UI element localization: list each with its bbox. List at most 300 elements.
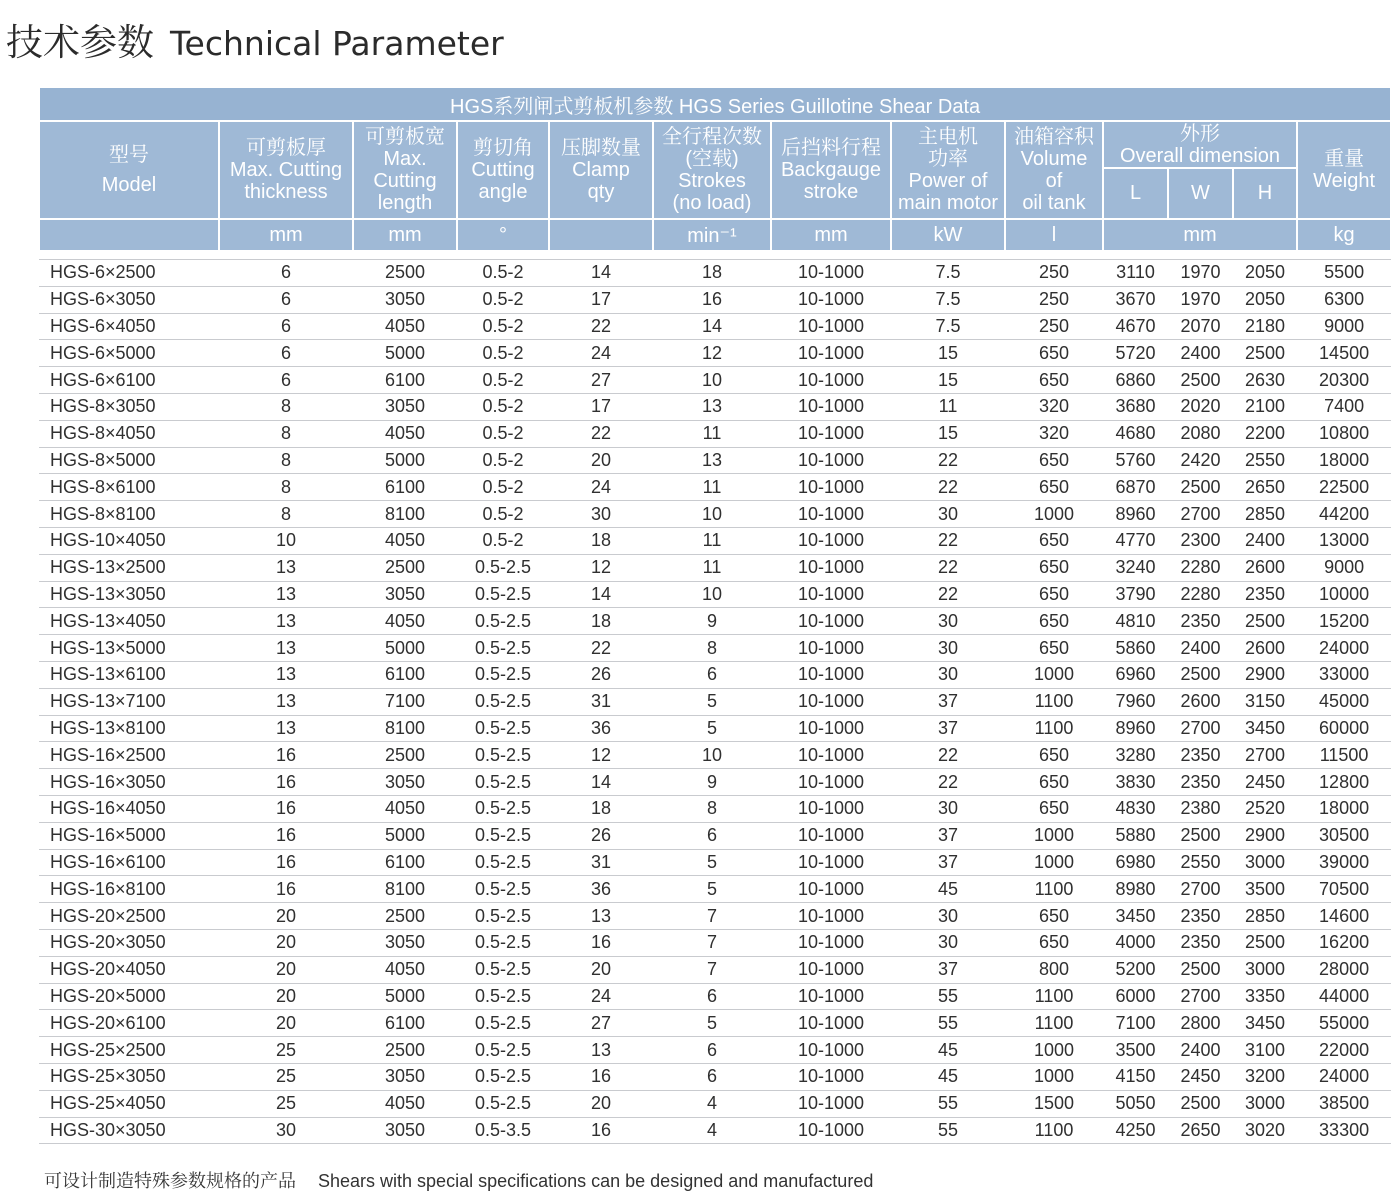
cell-weight: 16200: [1297, 929, 1391, 956]
cell-weight: 22000: [1297, 1037, 1391, 1064]
cell-model: HGS-20×5000: [39, 983, 219, 1010]
cell-clamp: 17: [549, 286, 653, 313]
cell-oil: 1100: [1005, 1117, 1103, 1144]
header-angle-en1: Cutting: [471, 159, 535, 181]
cell-backgauge: 10-1000: [771, 1010, 891, 1037]
cell-angle: 0.5-2.5: [457, 661, 549, 688]
cell-strokes: 11: [653, 420, 771, 447]
cell-thickness: 13: [219, 661, 353, 688]
cell-model: HGS-10×4050: [39, 527, 219, 554]
cell-strokes: 14: [653, 313, 771, 340]
header-angle-cn: 剪切角: [473, 137, 533, 159]
header-oil-en3: oil tank: [1022, 192, 1086, 214]
cell-dim-l: 3280: [1103, 742, 1168, 769]
cell-power: 45: [891, 1063, 1005, 1090]
header-dimension: [1103, 121, 1297, 168]
cell-clamp: 14: [549, 769, 653, 796]
cell-dim-w: 2500: [1168, 1090, 1233, 1117]
cell-thickness: 8: [219, 393, 353, 420]
cell-dim-w: 2500: [1168, 367, 1233, 394]
cell-clamp: 31: [549, 688, 653, 715]
cell-weight: 44200: [1297, 501, 1391, 528]
cell-dim-l: 5200: [1103, 956, 1168, 983]
cell-thickness: 13: [219, 581, 353, 608]
header-backgauge-en2: stroke: [803, 181, 859, 203]
cell-backgauge: 10-1000: [771, 956, 891, 983]
cell-clamp: 36: [549, 876, 653, 903]
cell-thickness: 13: [219, 554, 353, 581]
unit-strokes: min⁻¹: [653, 219, 771, 251]
cell-power: 11: [891, 393, 1005, 420]
cell-thickness: 20: [219, 929, 353, 956]
cell-length: 3050: [353, 581, 457, 608]
table-row: [39, 1010, 1391, 1037]
cell-thickness: 13: [219, 688, 353, 715]
cell-length: 6100: [353, 367, 457, 394]
cell-dim-w: 2280: [1168, 554, 1233, 581]
cell-power: 22: [891, 447, 1005, 474]
header-clamp: [549, 121, 653, 219]
cell-clamp: 22: [549, 420, 653, 447]
cell-backgauge: 10-1000: [771, 581, 891, 608]
cell-strokes: 9: [653, 769, 771, 796]
cell-power: 22: [891, 527, 1005, 554]
cell-backgauge: 10-1000: [771, 313, 891, 340]
cell-dim-w: 2350: [1168, 742, 1233, 769]
cell-dim-l: 5050: [1103, 1090, 1168, 1117]
cell-power: 22: [891, 742, 1005, 769]
cell-dim-h: 2500: [1233, 929, 1297, 956]
cell-weight: 33000: [1297, 661, 1391, 688]
cell-power: 7.5: [891, 260, 1005, 287]
cell-strokes: 4: [653, 1090, 771, 1117]
cell-angle: 0.5-2.5: [457, 822, 549, 849]
header-dim-w: W: [1168, 168, 1233, 219]
cell-power: 37: [891, 956, 1005, 983]
cell-angle: 0.5-2.5: [457, 1090, 549, 1117]
cell-power: 30: [891, 929, 1005, 956]
cell-dim-w: 2350: [1168, 608, 1233, 635]
table-body: [39, 260, 1391, 1144]
header-length-en2: Cutting: [373, 170, 437, 192]
cell-power: 55: [891, 1090, 1005, 1117]
unit-weight: kg: [1297, 219, 1391, 251]
table-row: [39, 527, 1391, 554]
cell-strokes: 5: [653, 715, 771, 742]
cell-backgauge: 10-1000: [771, 367, 891, 394]
cell-thickness: 16: [219, 795, 353, 822]
cell-angle: 0.5-2.5: [457, 929, 549, 956]
cell-dim-l: 5860: [1103, 635, 1168, 662]
cell-model: HGS-6×5000: [39, 340, 219, 367]
unit-length: mm: [353, 219, 457, 251]
cell-strokes: 5: [653, 1010, 771, 1037]
cell-dim-h: 2500: [1233, 340, 1297, 367]
cell-angle: 0.5-2.5: [457, 554, 549, 581]
cell-clamp: 13: [549, 903, 653, 930]
cell-dim-h: 2050: [1233, 286, 1297, 313]
cell-strokes: 5: [653, 849, 771, 876]
cell-power: 15: [891, 420, 1005, 447]
cell-dim-l: 3500: [1103, 1037, 1168, 1064]
cell-model: HGS-8×4050: [39, 420, 219, 447]
cell-clamp: 12: [549, 742, 653, 769]
cell-dim-h: 2850: [1233, 501, 1297, 528]
cell-weight: 5500: [1297, 260, 1391, 287]
cell-model: HGS-20×2500: [39, 903, 219, 930]
cell-angle: 0.5-2: [457, 447, 549, 474]
cell-backgauge: 10-1000: [771, 1063, 891, 1090]
cell-dim-h: 2350: [1233, 581, 1297, 608]
cell-strokes: 8: [653, 795, 771, 822]
header-thickness-en2: thickness: [244, 181, 328, 203]
table-row: [39, 608, 1391, 635]
cell-backgauge: 10-1000: [771, 795, 891, 822]
cell-dim-w: 2350: [1168, 929, 1233, 956]
table-row: [39, 983, 1391, 1010]
cell-thickness: 6: [219, 340, 353, 367]
cell-dim-w: 2400: [1168, 340, 1233, 367]
cell-model: HGS-16×5000: [39, 822, 219, 849]
cell-dim-h: 3500: [1233, 876, 1297, 903]
cell-dim-w: 2700: [1168, 715, 1233, 742]
cell-length: 5000: [353, 447, 457, 474]
cell-backgauge: 10-1000: [771, 393, 891, 420]
cell-dim-l: 4670: [1103, 313, 1168, 340]
cell-clamp: 14: [549, 581, 653, 608]
cell-backgauge: 10-1000: [771, 822, 891, 849]
cell-model: HGS-8×3050: [39, 393, 219, 420]
cell-angle: 0.5-2: [457, 420, 549, 447]
cell-angle: 0.5-2.5: [457, 769, 549, 796]
cell-strokes: 7: [653, 929, 771, 956]
cell-oil: 650: [1005, 929, 1103, 956]
cell-model: HGS-13×3050: [39, 581, 219, 608]
cell-power: 30: [891, 501, 1005, 528]
cell-dim-w: 2400: [1168, 635, 1233, 662]
cell-oil: 650: [1005, 340, 1103, 367]
header-oil-cn: 油箱容积: [1014, 126, 1094, 148]
cell-model: HGS-25×3050: [39, 1063, 219, 1090]
cell-dim-l: 5880: [1103, 822, 1168, 849]
cell-weight: 44000: [1297, 983, 1391, 1010]
cell-power: 22: [891, 581, 1005, 608]
header-clamp-en1: Clamp: [572, 159, 630, 181]
header-strokes-en1: Strokes: [678, 170, 746, 192]
cell-clamp: 18: [549, 608, 653, 635]
header-length-cn: 可剪板宽: [365, 126, 445, 148]
header-oil: [1005, 121, 1103, 219]
cell-backgauge: 10-1000: [771, 1117, 891, 1144]
cell-length: 4050: [353, 608, 457, 635]
cell-angle: 0.5-2: [457, 367, 549, 394]
cell-oil: 1100: [1005, 876, 1103, 903]
cell-backgauge: 10-1000: [771, 501, 891, 528]
header-weight: [1297, 121, 1391, 219]
cell-model: HGS-8×8100: [39, 501, 219, 528]
header-weight-cn: 重量: [1324, 148, 1365, 170]
unit-thickness: mm: [219, 219, 353, 251]
header-power-en2: main motor: [897, 192, 999, 214]
cell-power: 22: [891, 474, 1005, 501]
cell-length: 2500: [353, 260, 457, 287]
cell-dim-w: 2800: [1168, 1010, 1233, 1037]
cell-model: HGS-13×2500: [39, 554, 219, 581]
cell-power: 15: [891, 367, 1005, 394]
table-row: [39, 260, 1391, 287]
cell-weight: 22500: [1297, 474, 1391, 501]
header-oil-en2: of: [1045, 170, 1063, 192]
cell-dim-l: 7100: [1103, 1010, 1168, 1037]
cell-oil: 1100: [1005, 1010, 1103, 1037]
table-row: [39, 876, 1391, 903]
cell-dim-h: 2180: [1233, 313, 1297, 340]
unit-angle: °: [457, 219, 549, 251]
table-header: [39, 88, 1391, 260]
cell-length: 3050: [353, 1117, 457, 1144]
cell-dim-l: 3680: [1103, 393, 1168, 420]
table-row: [39, 420, 1391, 447]
cell-angle: 0.5-2.5: [457, 903, 549, 930]
cell-weight: 9000: [1297, 554, 1391, 581]
cell-strokes: 11: [653, 554, 771, 581]
cell-oil: 320: [1005, 393, 1103, 420]
cell-oil: 650: [1005, 742, 1103, 769]
cell-clamp: 16: [549, 1063, 653, 1090]
cell-strokes: 11: [653, 474, 771, 501]
cell-oil: 250: [1005, 313, 1103, 340]
cell-dim-l: 3110: [1103, 260, 1168, 287]
cell-power: 22: [891, 769, 1005, 796]
cell-strokes: 6: [653, 661, 771, 688]
cell-clamp: 18: [549, 795, 653, 822]
cell-power: 45: [891, 876, 1005, 903]
unit-model: [39, 219, 219, 251]
cell-backgauge: 10-1000: [771, 340, 891, 367]
header-model-cn: 型号: [109, 144, 149, 166]
table-row: [39, 635, 1391, 662]
cell-dim-l: 5720: [1103, 340, 1168, 367]
header-model: [39, 121, 219, 219]
cell-angle: 0.5-2.5: [457, 983, 549, 1010]
cell-weight: 39000: [1297, 849, 1391, 876]
cell-angle: 0.5-2: [457, 313, 549, 340]
cell-dim-w: 2700: [1168, 876, 1233, 903]
cell-angle: 0.5-2: [457, 260, 549, 287]
cell-weight: 24000: [1297, 635, 1391, 662]
cell-model: HGS-30×3050: [39, 1117, 219, 1144]
cell-model: HGS-16×6100: [39, 849, 219, 876]
cell-strokes: 18: [653, 260, 771, 287]
table-caption: HGS系列闸式剪板机参数 HGS Series Guillotine Shear Data: [39, 88, 1391, 121]
cell-angle: 0.5-2.5: [457, 795, 549, 822]
table-row: [39, 715, 1391, 742]
cell-power: 22: [891, 554, 1005, 581]
cell-oil: 650: [1005, 527, 1103, 554]
cell-dim-w: 2350: [1168, 903, 1233, 930]
cell-weight: 10800: [1297, 420, 1391, 447]
cell-weight: 7400: [1297, 393, 1391, 420]
cell-clamp: 17: [549, 393, 653, 420]
cell-model: HGS-6×4050: [39, 313, 219, 340]
cell-oil: 1000: [1005, 822, 1103, 849]
cell-power: 30: [891, 903, 1005, 930]
cell-dim-w: 2070: [1168, 313, 1233, 340]
cell-dim-h: 3350: [1233, 983, 1297, 1010]
cell-model: HGS-20×3050: [39, 929, 219, 956]
cell-weight: 11500: [1297, 742, 1391, 769]
cell-dim-h: 2630: [1233, 367, 1297, 394]
cell-oil: 650: [1005, 554, 1103, 581]
cell-oil: 650: [1005, 608, 1103, 635]
cell-dim-h: 3000: [1233, 849, 1297, 876]
cell-dim-w: 2420: [1168, 447, 1233, 474]
cell-angle: 0.5-2: [457, 393, 549, 420]
cell-strokes: 13: [653, 393, 771, 420]
cell-model: HGS-13×7100: [39, 688, 219, 715]
cell-weight: 45000: [1297, 688, 1391, 715]
header-dimension-cn: 外形: [1180, 122, 1220, 145]
footnote: [44, 1167, 873, 1193]
cell-strokes: 4: [653, 1117, 771, 1144]
cell-dim-h: 3000: [1233, 956, 1297, 983]
cell-angle: 0.5-2.5: [457, 581, 549, 608]
cell-weight: 18000: [1297, 795, 1391, 822]
cell-power: 45: [891, 1037, 1005, 1064]
cell-dim-w: 2500: [1168, 661, 1233, 688]
table-row: [39, 795, 1391, 822]
cell-model: HGS-16×3050: [39, 769, 219, 796]
cell-length: 3050: [353, 769, 457, 796]
table-row: [39, 501, 1391, 528]
cell-oil: 650: [1005, 581, 1103, 608]
cell-length: 2500: [353, 554, 457, 581]
unit-backgauge: mm: [771, 219, 891, 251]
cell-backgauge: 10-1000: [771, 420, 891, 447]
cell-thickness: 20: [219, 903, 353, 930]
cell-weight: 70500: [1297, 876, 1391, 903]
header-length-en3: length: [377, 192, 433, 214]
cell-length: 5000: [353, 340, 457, 367]
cell-backgauge: 10-1000: [771, 1090, 891, 1117]
cell-dim-w: 2300: [1168, 527, 1233, 554]
cell-dim-l: 4000: [1103, 929, 1168, 956]
cell-angle: 0.5-2.5: [457, 635, 549, 662]
cell-weight: 6300: [1297, 286, 1391, 313]
cell-dim-l: 4150: [1103, 1063, 1168, 1090]
cell-dim-h: 2200: [1233, 420, 1297, 447]
cell-length: 3050: [353, 393, 457, 420]
unit-power: kW: [891, 219, 1005, 251]
cell-model: HGS-25×4050: [39, 1090, 219, 1117]
cell-weight: 15200: [1297, 608, 1391, 635]
cell-length: 4050: [353, 313, 457, 340]
cell-thickness: 20: [219, 956, 353, 983]
table-row: [39, 474, 1391, 501]
cell-dim-l: 4250: [1103, 1117, 1168, 1144]
cell-weight: 18000: [1297, 447, 1391, 474]
cell-clamp: 16: [549, 1117, 653, 1144]
cell-dim-h: 3020: [1233, 1117, 1297, 1144]
table-row: [39, 742, 1391, 769]
header-weight-en: Weight: [1313, 170, 1376, 192]
cell-clamp: 20: [549, 447, 653, 474]
cell-oil: 800: [1005, 956, 1103, 983]
cell-dim-l: 3790: [1103, 581, 1168, 608]
cell-thickness: 25: [219, 1037, 353, 1064]
cell-dim-w: 2550: [1168, 849, 1233, 876]
cell-length: 6100: [353, 849, 457, 876]
cell-angle: 0.5-2: [457, 527, 549, 554]
cell-weight: 10000: [1297, 581, 1391, 608]
cell-angle: 0.5-2.5: [457, 1010, 549, 1037]
cell-angle: 0.5-2.5: [457, 742, 549, 769]
cell-dim-w: 2700: [1168, 983, 1233, 1010]
title-en: Technical Parameter: [170, 24, 504, 63]
cell-dim-l: 8960: [1103, 715, 1168, 742]
cell-dim-l: 6000: [1103, 983, 1168, 1010]
cell-dim-h: 2700: [1233, 742, 1297, 769]
cell-strokes: 7: [653, 956, 771, 983]
cell-length: 8100: [353, 715, 457, 742]
cell-model: HGS-13×4050: [39, 608, 219, 635]
cell-length: 8100: [353, 876, 457, 903]
header-dimension-en: Overall dimension: [1119, 144, 1281, 167]
cell-oil: 1000: [1005, 501, 1103, 528]
cell-power: 30: [891, 661, 1005, 688]
cell-clamp: 31: [549, 849, 653, 876]
cell-thickness: 8: [219, 474, 353, 501]
cell-backgauge: 10-1000: [771, 849, 891, 876]
spec-table-wrapper: [38, 88, 1390, 1144]
cell-length: 2500: [353, 1037, 457, 1064]
cell-angle: 0.5-2.5: [457, 715, 549, 742]
table-row: [39, 1090, 1391, 1117]
cell-oil: 1000: [1005, 661, 1103, 688]
cell-dim-h: 3150: [1233, 688, 1297, 715]
cell-length: 4050: [353, 420, 457, 447]
cell-angle: 0.5-2.5: [457, 956, 549, 983]
cell-angle: 0.5-2.5: [457, 1063, 549, 1090]
cell-length: 2500: [353, 903, 457, 930]
cell-strokes: 10: [653, 742, 771, 769]
cell-oil: 1000: [1005, 1037, 1103, 1064]
cell-dim-w: 2600: [1168, 688, 1233, 715]
header-power-en1: Power of: [908, 170, 988, 192]
cell-strokes: 5: [653, 688, 771, 715]
table-row: [39, 447, 1391, 474]
cell-strokes: 5: [653, 876, 771, 903]
cell-angle: 0.5-2: [457, 340, 549, 367]
cell-dim-h: 2050: [1233, 260, 1297, 287]
cell-model: HGS-6×3050: [39, 286, 219, 313]
cell-dim-l: 3240: [1103, 554, 1168, 581]
cell-model: HGS-6×2500: [39, 260, 219, 287]
cell-model: HGS-16×8100: [39, 876, 219, 903]
table-row: [39, 661, 1391, 688]
cell-strokes: 10: [653, 581, 771, 608]
cell-clamp: 18: [549, 527, 653, 554]
cell-thickness: 30: [219, 1117, 353, 1144]
cell-strokes: 8: [653, 635, 771, 662]
cell-dim-w: 2650: [1168, 1117, 1233, 1144]
cell-dim-h: 2550: [1233, 447, 1297, 474]
header-length: [353, 121, 457, 219]
cell-dim-h: 2520: [1233, 795, 1297, 822]
cell-thickness: 25: [219, 1063, 353, 1090]
table-row: [39, 956, 1391, 983]
cell-model: HGS-6×6100: [39, 367, 219, 394]
